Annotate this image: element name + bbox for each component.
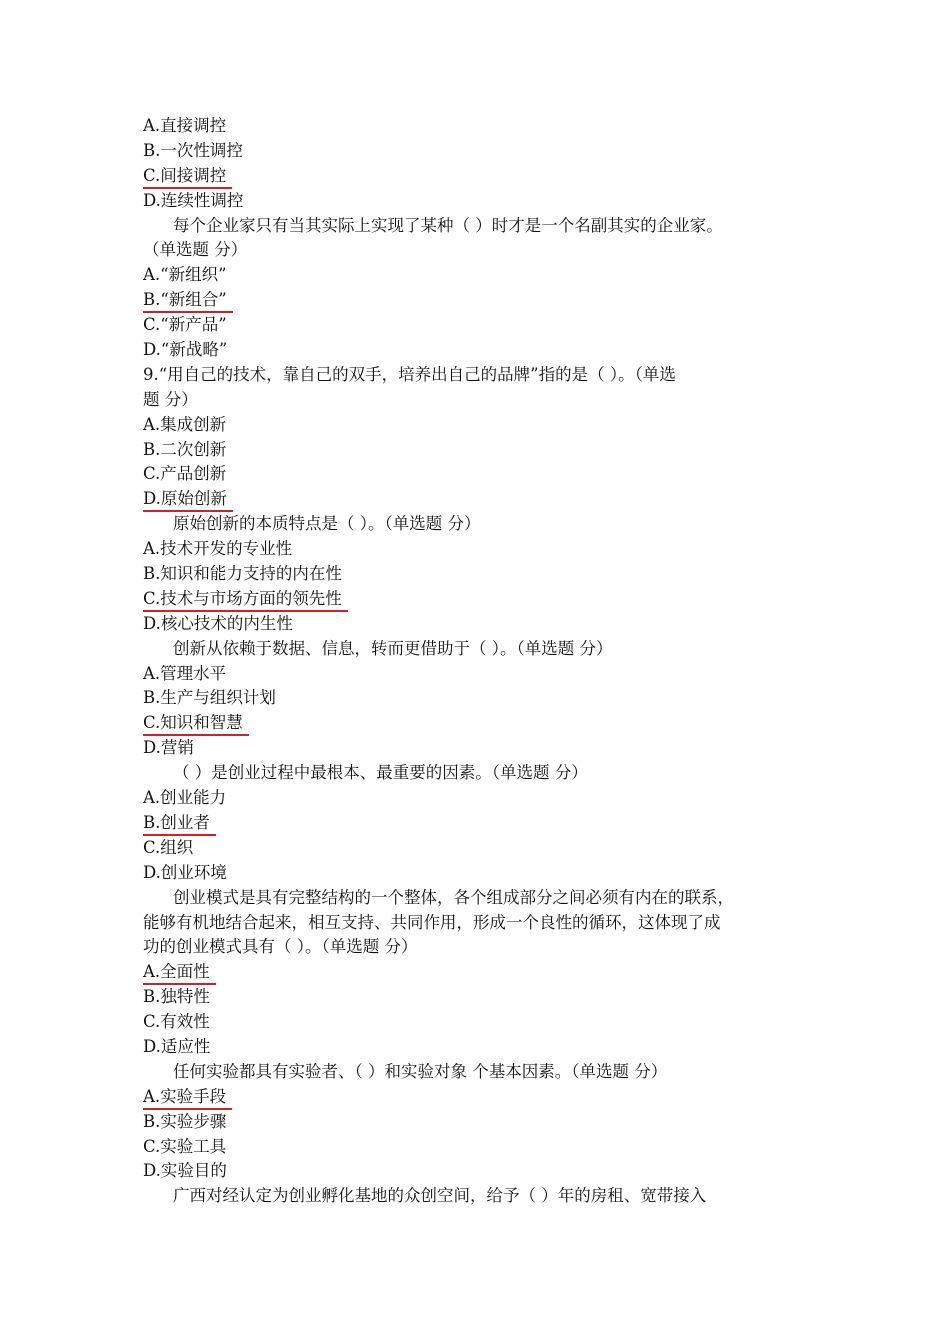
answer-option xyxy=(143,537,813,562)
answer-option-selected xyxy=(143,960,813,985)
answer-option-selected xyxy=(143,811,813,836)
answer-option xyxy=(143,139,813,164)
answer-option-selected xyxy=(143,288,813,313)
option-text: B.一次性调控 xyxy=(143,140,243,160)
option-text: D.营销 xyxy=(143,738,194,758)
option-text: B.实验步骤 xyxy=(143,1111,227,1131)
option-text: A.创业能力 xyxy=(143,788,227,808)
answer-option xyxy=(143,836,813,861)
answer-option xyxy=(143,1159,813,1184)
option-text: D.连续性调控 xyxy=(143,190,244,210)
answer-option-selected xyxy=(143,587,813,612)
question-text: 9.“用自己的技术，靠自己的双手，培养出自己的品牌”指的是（ ）。（单选 xyxy=(143,364,676,384)
answer-option xyxy=(143,338,813,363)
option-text: C.有效性 xyxy=(143,1012,210,1032)
question-text: 创业模式是具有完整结构的一个整体，各个组成部分之间必须有内在的联系， xyxy=(173,887,734,907)
option-text: C.间接调控 xyxy=(143,165,227,185)
answer-option xyxy=(143,662,813,687)
answer-option xyxy=(143,736,813,761)
option-text: B.独特性 xyxy=(143,987,210,1007)
question-text: （ ）是创业过程中最根本、最重要的因素。（单选题 分） xyxy=(173,763,588,783)
question-text: （单选题 分） xyxy=(143,240,248,260)
answer-option xyxy=(143,1010,813,1035)
option-text: C.“新产品” xyxy=(143,315,227,335)
option-text: A.“新组织” xyxy=(143,265,227,285)
answer-option-selected xyxy=(143,1085,813,1110)
answer-option xyxy=(143,438,813,463)
answer-option-selected xyxy=(143,487,813,512)
exam-content xyxy=(143,114,813,1209)
option-text: D.创业环境 xyxy=(143,862,227,882)
question-text: 广西对经认定为创业孵化基地的众创空间，给予（ ）年的房租、宽带接入 xyxy=(173,1186,707,1206)
question-text: 功的创业模式具有（ ）。（单选题 分） xyxy=(143,937,418,957)
option-text: A.实验手段 xyxy=(143,1086,227,1106)
answer-option xyxy=(143,114,813,139)
answer-option xyxy=(143,686,813,711)
option-text: D.原始创新 xyxy=(143,489,227,509)
question-text: 原始创新的本质特点是（ ）。（单选题 分） xyxy=(173,514,481,534)
question-text: 能够有机地结合起来，相互支持、共同作用，形成一个良性的循环，这体现了成 xyxy=(143,912,721,932)
option-text: B.创业者 xyxy=(143,812,210,832)
option-text: D.“新战略” xyxy=(143,340,228,360)
answer-option xyxy=(143,861,813,886)
option-text: D.实验目的 xyxy=(143,1161,227,1181)
question-text: 创新从依赖于数据、信息，转而更借助于（ ）。（单选题 分） xyxy=(173,638,613,658)
option-text: D.适应性 xyxy=(143,1036,211,1056)
option-text: D.核心技术的内生性 xyxy=(143,613,293,633)
option-text: C.知识和智慧 xyxy=(143,713,243,733)
option-text: B.知识和能力支持的内在性 xyxy=(143,564,342,584)
option-text: C.实验工具 xyxy=(143,1136,227,1156)
option-text: B.生产与组织计划 xyxy=(143,688,276,708)
option-text: A.技术开发的专业性 xyxy=(143,539,293,559)
question-text: 题 分） xyxy=(143,389,198,409)
option-text: B.二次创新 xyxy=(143,439,227,459)
option-text: A.管理水平 xyxy=(143,663,227,683)
answer-option-selected xyxy=(143,711,813,736)
option-text: B.“新组合” xyxy=(143,290,227,310)
option-text: C.技术与市场方面的领先性 xyxy=(143,588,342,608)
answer-option xyxy=(143,985,813,1010)
answer-option xyxy=(143,263,813,288)
answer-option xyxy=(143,786,813,811)
option-text: A.直接调控 xyxy=(143,116,227,135)
answer-option xyxy=(143,612,813,637)
answer-option xyxy=(143,413,813,438)
answer-option-selected xyxy=(143,164,813,189)
answer-option xyxy=(143,313,813,338)
question-text: 任何实验都具有实验者、（ ）和实验对象 个基本因素。（单选题 分） xyxy=(173,1061,668,1081)
option-text: C.组织 xyxy=(143,837,194,857)
question-text: 每个企业家只有当其实际上实现了某种（ ）时才是一个名副其实的企业家。 xyxy=(173,215,723,235)
option-text: A.集成创新 xyxy=(143,414,227,434)
answer-option xyxy=(143,189,813,214)
answer-option xyxy=(143,1135,813,1160)
option-text: C.产品创新 xyxy=(143,464,227,484)
answer-option xyxy=(143,462,813,487)
answer-option xyxy=(143,1035,813,1060)
answer-option xyxy=(143,1110,813,1135)
answer-option xyxy=(143,562,813,587)
option-text: A.全面性 xyxy=(143,962,210,982)
